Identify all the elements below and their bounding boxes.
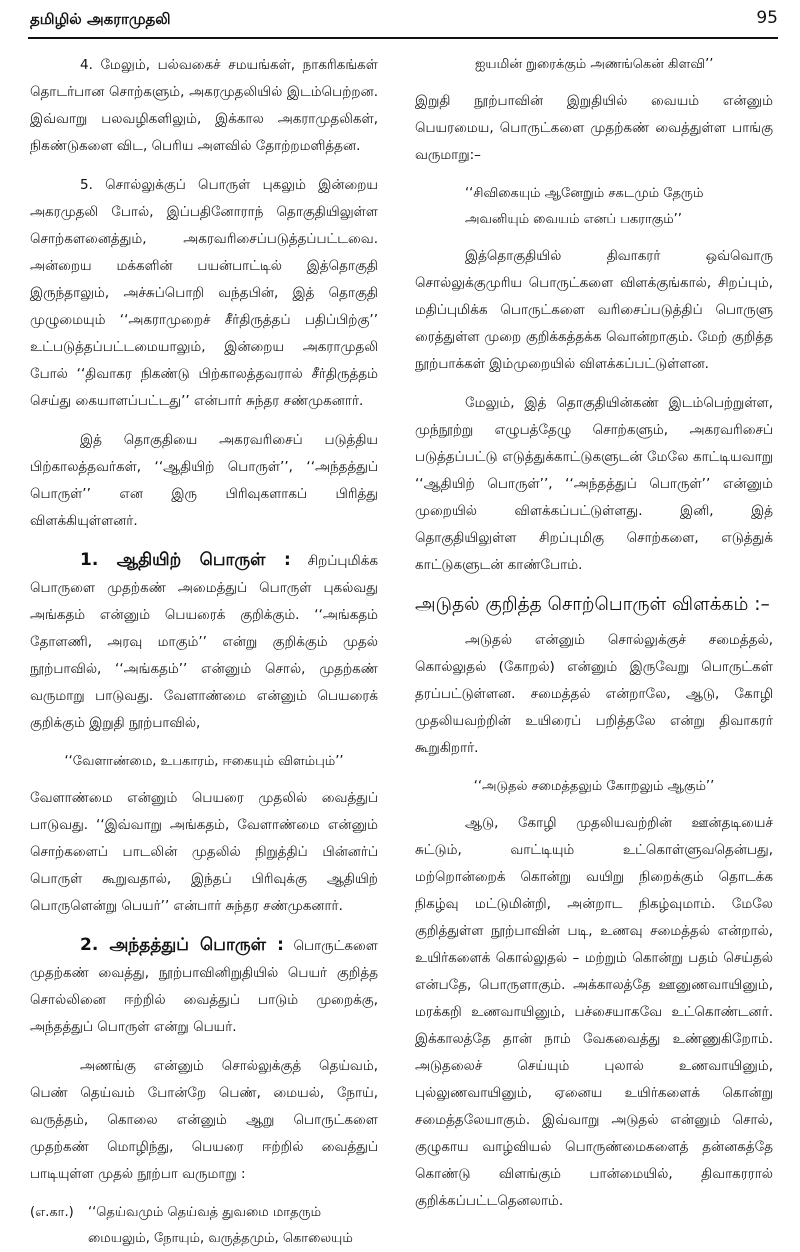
section-anthaththu	[30, 932, 378, 1041]
running-title: தமிழில் அகராமுதலி	[30, 10, 171, 28]
left-column	[30, 52, 378, 1252]
verse-quote: ‘‘அடுதல் சமைத்தலும் கோறலும் ஆகும்’’	[473, 779, 715, 794]
paragraph: அடுதல் என்னும் சொல்லுக்குச் சமைத்தல், கொல்லுதல் (கோறல்) என்னும் இருவேறு பொருட்கள் தரப்பட்டுள்ளன. சமைத்தல் என்றாலே, ஆடு, கோழி முதலியவற்றின் உயிரைப் பறித்தலே என்று திவாகரர் கூறுகிறார்.	[415, 632, 773, 756]
example-label: (எ.கா.)	[30, 1205, 74, 1220]
paragraph: மேலும், இத் தொகுதியின்கண் இடம்பெற்றுள்ள, முந்நூற்று எழுபத்தேழு சொற்களும், அகரவரிசைப் படுத்தப்பட்டு எடுத்துக்காட்டுகளுடன் மேலே காட்டியவாறு ‘‘ஆதியிற் பொருள்’’, ‘‘அந்தத்துப் பொருள்’’ என்னும் முறையில் விளக்கப்பட்டுள்ளது. இனி, இத் தொகுதியிலுள்ள சிறப்புமிகு சொற்களை, எடுத்துக் காட்டுகளுடன் காண்போம்.	[415, 395, 773, 573]
page-number: 95	[756, 8, 778, 28]
subheading: 1. ஆதியிற் பொருள் :	[80, 550, 291, 570]
verse-quote	[415, 181, 773, 233]
paragraph: இறுதி நூற்பாவின் இறுதியில் வையம் என்னும் பெயரமைய, பொருட்களை முதற்கண் வைத்துள்ள பாங்கு வருமாறு:–	[415, 93, 773, 163]
paragraph: 4. மேலும், பல்வகைச் சமயங்கள், நாகரிகங்கள் தொடர்பான சொற்களும், அகரமுதலியில் இடம்பெற்றன. இவ்வாறு பலவழிகளிலும், இக்கால அகராமுதலிகள், நிகண்டுகளை விட, பெரிய அளவில் தோற்றமளித்தன.	[30, 57, 378, 154]
example-verse	[30, 1200, 378, 1252]
verse-line: ஐயமின் றுரைக்கும் அணங்கென் கிளவி’’	[475, 57, 714, 72]
subheading-text: பொருட்களை முதற்கண் வைத்து, நூற்பாவினிறுதியில் பெயர் குறித்த சொல்லினை ஈற்றில் வைத்துப் பாடும் முறைக்கு, அந்தத்துப் பொருள் என்று பெயர்.	[30, 938, 378, 1035]
paragraph: அணங்கு என்னும் சொல்லுக்குத் தெய்வம், பெண் தெய்வம் போன்றே பெண், மையல், நோய், வருத்தம், கொலை என்னும் ஆறு பொருட்களை முதற்கண் மொழிந்து, பெயரை ஈற்றில் வைத்துப் பாடியுள்ள முதல் நூற்பா வருமாறு :	[30, 1058, 378, 1182]
subheading-text: சிறப்புமிக்க பொருளை முதற்கண் அமைத்துப் பொருள் புகல்வது அங்கதம் என்னும் பெயரைக் குறிக்கும். ‘‘அங்கதம் தோளணி, அரவு மாகும்’’ என்று குறிக்கும் முதல் நூற்பாவில், ‘‘அங்கதம்’’ என்னும் சொல், முதற்கண் வருமாறு பாடுவது. வேளாண்மை என்னும் பெயரைக் குறிக்கும் இறுதி நூற்பாவில்,	[30, 553, 378, 731]
section-title: அடுதல் குறித்த சொற்பொருள் விளக்கம் :–	[415, 594, 770, 615]
verse-line: மையலும், நோயும், வருத்தமும், கொலையும்	[88, 1231, 353, 1246]
verse-line: ‘‘சிவிகையும் ஆனேறும் சகடமும் தேரும்	[465, 186, 704, 201]
paragraph: வேளாண்மை என்னும் பெயரை முதலில் வைத்துப் பாடுவது. ‘‘இவ்வாறு அங்கதம், வேளாண்மை என்னும் சொற்களைப் பாடலின் முதலில் நிறுத்திப் பின்னர்ப் பொருள் கூறுவதால், இந்தப் பிரிவுக்கு ஆதியிற் பொருளென்று பெயர்’’ என்பார் சுந்தர சண்முகனார்.	[30, 790, 378, 914]
header-rule	[28, 37, 778, 39]
paragraph: இத்தொகுதியில் திவாகரர் ஒவ்வொரு சொல்லுக்குமுரிய பொருட்களை விளக்குங்கால், சிறப்பும், மதிப்புமிக்க பொருட்களை வரிசைப்படுத்திப் பொருளு ரைத்துள்ள முறை குறிக்கத்தக்க வொன்றாகும். மேற் குறித்த நூற்பாக்கள் இம்முறையில் விளக்கப்பட்டுள்ளன.	[415, 248, 773, 372]
paragraph: 5. சொல்லுக்குப் பொருள் புகலும் இன்றைய அகரமுதலி போல், இப்பதினோராந் தொகுதியிலுள்ள சொற்களனைத்தும், அகரவரிசைப்படுத்தப்பட்டவை. அன்றைய மக்களின் பயன்பாட்டில் இத்தொகுதி இருந்தாலும், அச்சுப்பொறி வந்தபின், இத் தொகுதி முழுமையும் ‘‘அகராமுறைச் சீர்திருத்தப் பதிப்பிற்கு’’ உட்படுத்தப்பட்டமையாலும், இன்றைய அகராமுதலி போல் ‘‘திவாகர நிகண்டு பிற்காலத்தவரால் சீர்திருத்தம் செய்து கையாளப்பட்டது’’ என்பார் சுந்தர சண்முகனார்.	[30, 177, 378, 409]
verse-line: அவனியும் வையம் எனப் பகராகும்’’	[465, 212, 682, 227]
right-column	[415, 52, 773, 1227]
paragraph: இத் தொகுதியை அகரவரிசைப் படுத்திய பிற்காலத்தவர்கள், ‘‘ஆதியிற் பொருள்’’, ‘‘அந்தத்துப் பொருள்’’ என இரு பிரிவுகளாகப் பிரித்து விளக்கியுள்ளனர்.	[30, 432, 378, 529]
verse-quote: ‘‘வேளாண்மை, உபகாரம், ஈகையும் விளம்பும்’’	[64, 754, 344, 769]
section-aathiyir	[30, 547, 378, 737]
verse-line: ‘‘தெய்வமும் தெய்வத் துவமை மாதரும்	[88, 1205, 322, 1220]
page-header	[30, 6, 778, 36]
paragraph: ஆடு, கோழி முதலியவற்றின் ஊன்தடியைச் சுட்டும், வாட்டியும் உட்கொள்ளுவதென்பது, மற்றொன்றைக் கொன்று வயிறு நிறைக்கும் தொடக்க நிகழ்வு மட்டுமின்றி, அன்றாட நிகழ்வுமாம். மேலே குறித்துள்ள நூற்பாவின் படி, உணவு சமைத்தல் என்றால், உயிர்களைக் கொல்லுதல் – மற்றும் கொன்று பதம் செய்தல் என்பதே, பொருளாகும். அக்காலத்தே ஊனுணவாயினும், மரக்கறி உணவாயினும், பச்சையாகவே உட்கொண்டனர். இக்காலத்தே தான் நாம் வேகவைத்து உண்ணுகிறோம். அடுதலைச் செய்யும் புலால் உணவாயினும், புல்லுணவாயினும், ஏனைய உயிர்களைக் கொன்று சமைத்தலேயாகும். இவ்வாறு அடுதல் என்னும் சொல், குழுகாய வாழ்வியல் பொருண்மைகளைத் தன்னகத்தே கொண்டு விளங்கும் பான்மையில், திவாகரரால் குறிக்கப்பட்டதெனலாம்.	[415, 815, 773, 1209]
subheading: 2. அந்தத்துப் பொருள் :	[80, 935, 284, 955]
